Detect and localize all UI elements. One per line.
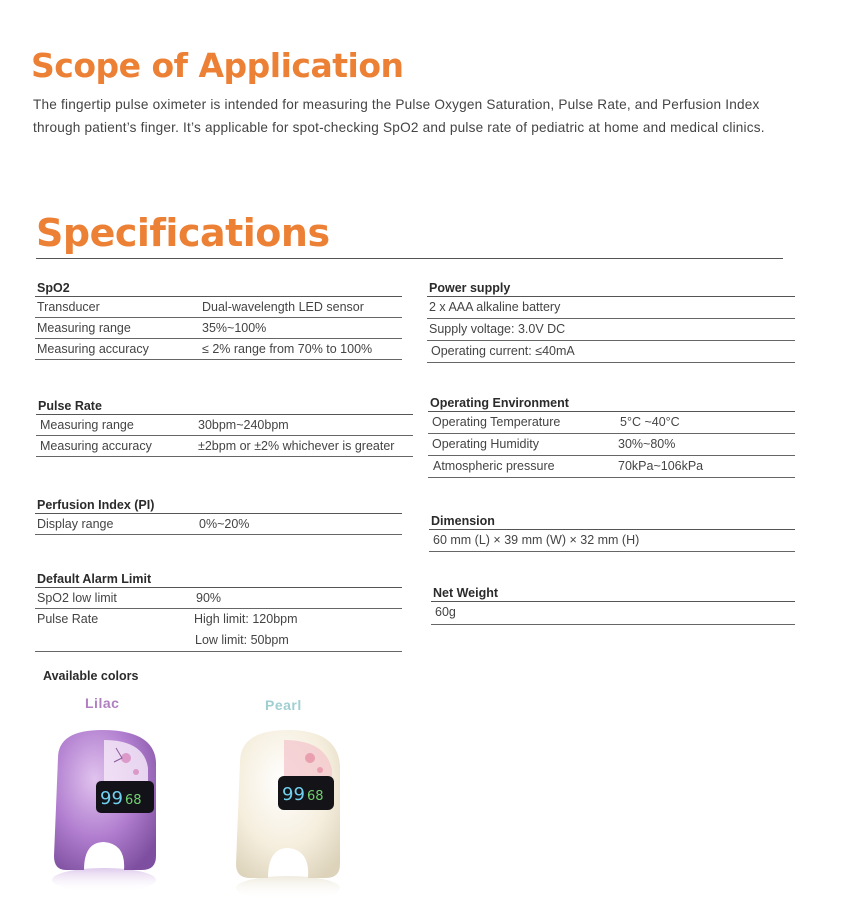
row-key: Supply voltage: 3.0V DC — [429, 322, 566, 336]
table-row — [35, 588, 402, 609]
net-weight-section — [431, 585, 795, 625]
row-key: Operating current: ≤40mA — [431, 344, 575, 358]
row-value: 0%~20% — [199, 517, 250, 531]
table-row — [428, 412, 795, 434]
row-key: Pulse Rate — [37, 612, 99, 626]
section-title: Default Alarm Limit — [37, 572, 152, 586]
table-row — [427, 319, 795, 341]
row-key: 60 mm (L) × 39 mm (W) × 32 mm (H) — [433, 533, 640, 547]
scope-paragraph — [33, 93, 842, 139]
table-row — [427, 297, 795, 319]
lilac-oximeter-image — [44, 718, 174, 898]
section-title: Pulse Rate — [38, 399, 102, 413]
row-value: ≤ 2% range from 70% to 100% — [202, 342, 373, 356]
row-value: Dual-wavelength LED sensor — [202, 300, 364, 314]
table-row — [428, 434, 795, 456]
row-value: High limit: 120bpm — [194, 612, 298, 626]
table-row — [36, 415, 413, 436]
row-key: Measuring accuracy — [37, 342, 149, 356]
lilac-pr-reading: 68 — [125, 793, 142, 808]
row-value: 35%~100% — [202, 321, 267, 335]
spo2-section — [35, 280, 402, 360]
section-title: Dimension — [431, 514, 495, 528]
row-key: Operating Humidity — [432, 437, 539, 451]
default-alarm-limit-section — [35, 571, 402, 652]
row-key: Measuring accuracy — [40, 439, 152, 453]
dimension-section — [429, 513, 795, 552]
row-value: 5°C ~40°C — [620, 415, 680, 429]
row-key: SpO2 low limit — [37, 591, 117, 605]
section-title: Perfusion Index (PI) — [37, 498, 155, 512]
table-row — [428, 456, 795, 478]
row-value: 70kPa~106kPa — [618, 459, 704, 473]
scope-title: Scope of Application — [31, 46, 404, 85]
section-title: Operating Environment — [430, 396, 569, 410]
section-title: SpO2 — [37, 281, 70, 295]
section-title: Power supply — [429, 281, 511, 295]
row-value: 90% — [196, 591, 222, 605]
row-value: ±2bpm or ±2% whichever is greater — [198, 439, 395, 453]
section-title: Net Weight — [433, 586, 499, 600]
table-row — [429, 530, 795, 552]
table-row — [35, 339, 402, 360]
row-value: 30bpm~240bpm — [198, 418, 289, 432]
row-key: Atmospheric pressure — [433, 459, 555, 473]
table-row — [35, 297, 402, 318]
color-name-pearl: Pearl — [265, 697, 302, 713]
row-key: Measuring range — [37, 321, 131, 335]
specifications-divider — [36, 258, 783, 259]
lilac-spo2-reading: 99 — [100, 788, 123, 809]
pearl-pr-reading: 68 — [307, 789, 324, 804]
scope-line-1: The fingertip pulse oximeter is intended for measuring the Pulse Oxygen Saturation, Pulse Rate, and Perfusion Index — [33, 97, 760, 112]
row-value: Low limit: 50bpm — [195, 633, 289, 647]
table-row — [427, 341, 795, 363]
available-colors-title: Available colors — [43, 669, 139, 683]
table-row — [35, 318, 402, 339]
perfusion-index-section — [35, 497, 402, 535]
color-name-lilac: Lilac — [85, 695, 120, 711]
table-row — [36, 436, 413, 457]
row-key: Transducer — [37, 300, 100, 314]
row-key: Measuring range — [40, 418, 134, 432]
row-key: 60g — [435, 605, 456, 619]
pearl-spo2-reading: 99 — [282, 784, 305, 805]
table-row — [431, 602, 795, 625]
specifications-title: Specifications — [36, 211, 330, 255]
pulse-rate-section — [36, 398, 413, 457]
row-value: 30%~80% — [618, 437, 676, 451]
operating-environment-section — [428, 395, 795, 478]
scope-line-2: through patient’s finger. It’s applicable for spot-checking SpO2 and pulse rate of pediatric at home and medical clinics. — [33, 120, 765, 135]
row-key: Operating Temperature — [432, 415, 561, 429]
table-row — [35, 609, 402, 652]
table-row — [35, 514, 402, 535]
power-supply-section — [427, 280, 795, 363]
row-key: Display range — [37, 517, 114, 531]
pearl-oximeter-image — [222, 718, 352, 908]
row-key: 2 x AAA alkaline battery — [429, 300, 561, 314]
